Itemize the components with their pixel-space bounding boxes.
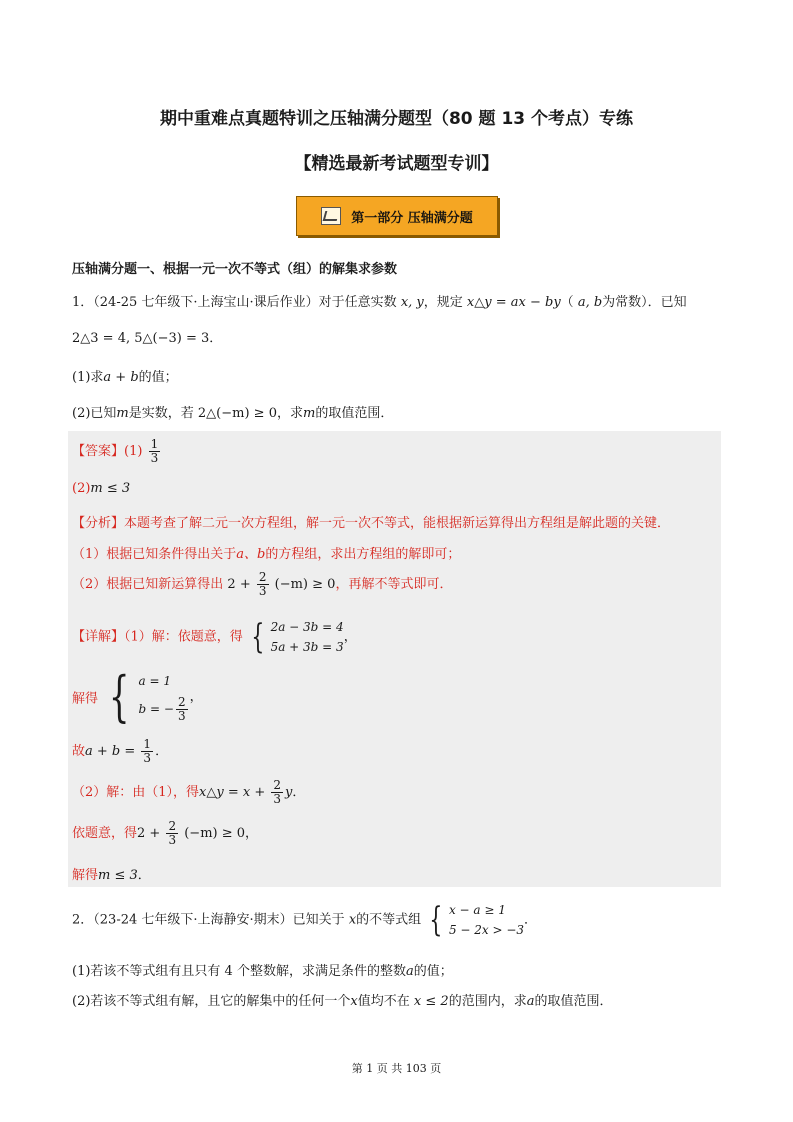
edit-note-icon <box>321 207 341 225</box>
analysis-line: 【分析】本题考查了解二元一次方程组，解一元一次不等式，能根据新运算得出方程组是解此题的关键． <box>72 516 671 531</box>
section-heading: 压轴满分题一、根据一元一次不等式（组）的解集求参数 <box>72 262 398 277</box>
detail-step6: 解得m ≤ 3． <box>72 868 151 883</box>
detail-step5: 依题意，得2 + $\frac{2}{3}$ (−m) ≥ 0， <box>72 819 259 847</box>
q2-part1: (1)若该不等式组有且只有 4 个整数解，求满足条件的整数a的值； <box>72 964 453 979</box>
q1-part2: (2)已知m是实数，若 2△(−m) ≥ 0，求m的取值范围． <box>72 406 394 421</box>
detail-step4: （2）解：由（1），得x△y = x + $\frac{2}{3}$ y． <box>72 778 306 806</box>
answer-part1: 【答案】(1) $\frac{1}{3}$ <box>72 437 159 465</box>
page-footer: 第 1 页 共 103 页 <box>351 1062 442 1075</box>
part-banner <box>296 196 498 236</box>
detail-step3: 故a + b = $\frac{1}{3}$ ． <box>72 737 169 765</box>
detail-step1: 【详解】（1）解：依题意，得 { 2a − 3b = 4 5a + 3b = 3 ， <box>72 617 357 657</box>
q1-part1: (1)求a + b的值； <box>72 370 178 385</box>
q1-given: 2△3 = 4, 5△(−3) = 3． <box>72 331 223 346</box>
detail-step2: 解得 { a = 1 b = − $\frac{2}{3}$ ， <box>72 665 203 728</box>
q2-stem: 2．（23-24 七年级下·上海静安·期末）已知关于 x的不等式组 { x − a ≥ 1 5 − 2x > −3 ． <box>72 900 538 940</box>
q1-stem: 1．（24-25 七年级下·上海宝山·课后作业）对于任意实数 x, y，规定 x△y = ax − by（ a, b为常数）．已知 <box>72 295 687 310</box>
analysis-step1: （1）根据已知条件得出关于a、b的方程组，求出方程组的解即可； <box>72 547 461 562</box>
document-title: 期中重难点真题特训之压轴满分题型（80 题 13 个考点）专练 <box>159 109 634 129</box>
answer-part2: (2)m ≤ 3 <box>72 481 131 496</box>
analysis-step2: （2）根据已知新运算得出 2 + $\frac{2}{3}$ (−m) ≥ 0，再解不等式即可． <box>72 570 453 598</box>
document-subtitle: 【精选最新考试题型专训】 <box>294 154 499 174</box>
banner-label: 第一部分 压轴满分题 <box>351 210 473 226</box>
answer-panel <box>68 431 721 887</box>
q2-part2: (2)若该不等式组有解，且它的解集中的任何一个x值均不在 x ≤ 2的范围内，求a的取值范围． <box>72 994 613 1009</box>
